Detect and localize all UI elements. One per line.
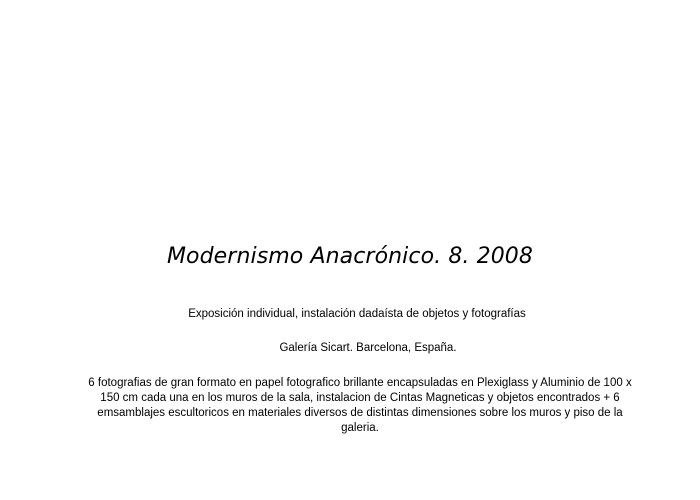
exhibition-subtitle: Exposición individual, instalación dadaísta de objetos y fotografías [188, 308, 526, 320]
exhibition-title: Modernismo Anacrónico. 8. 2008 [166, 244, 534, 269]
exhibition-description: 6 fotografias de gran formato en papel fotografico brillante encapsuladas en Plexiglass y Aluminio de 100 x 150 cm cada una en los muros de la sala, instalacion de Cintas Magneticas y objetos encontrados + 6 emsamblajes escultoricos en materiales diversos de distintas dimensiones sobre los muros y piso de la galeria. [88, 377, 632, 434]
exhibition-venue: Galería Sicart. Barcelona, España. [279, 342, 457, 354]
